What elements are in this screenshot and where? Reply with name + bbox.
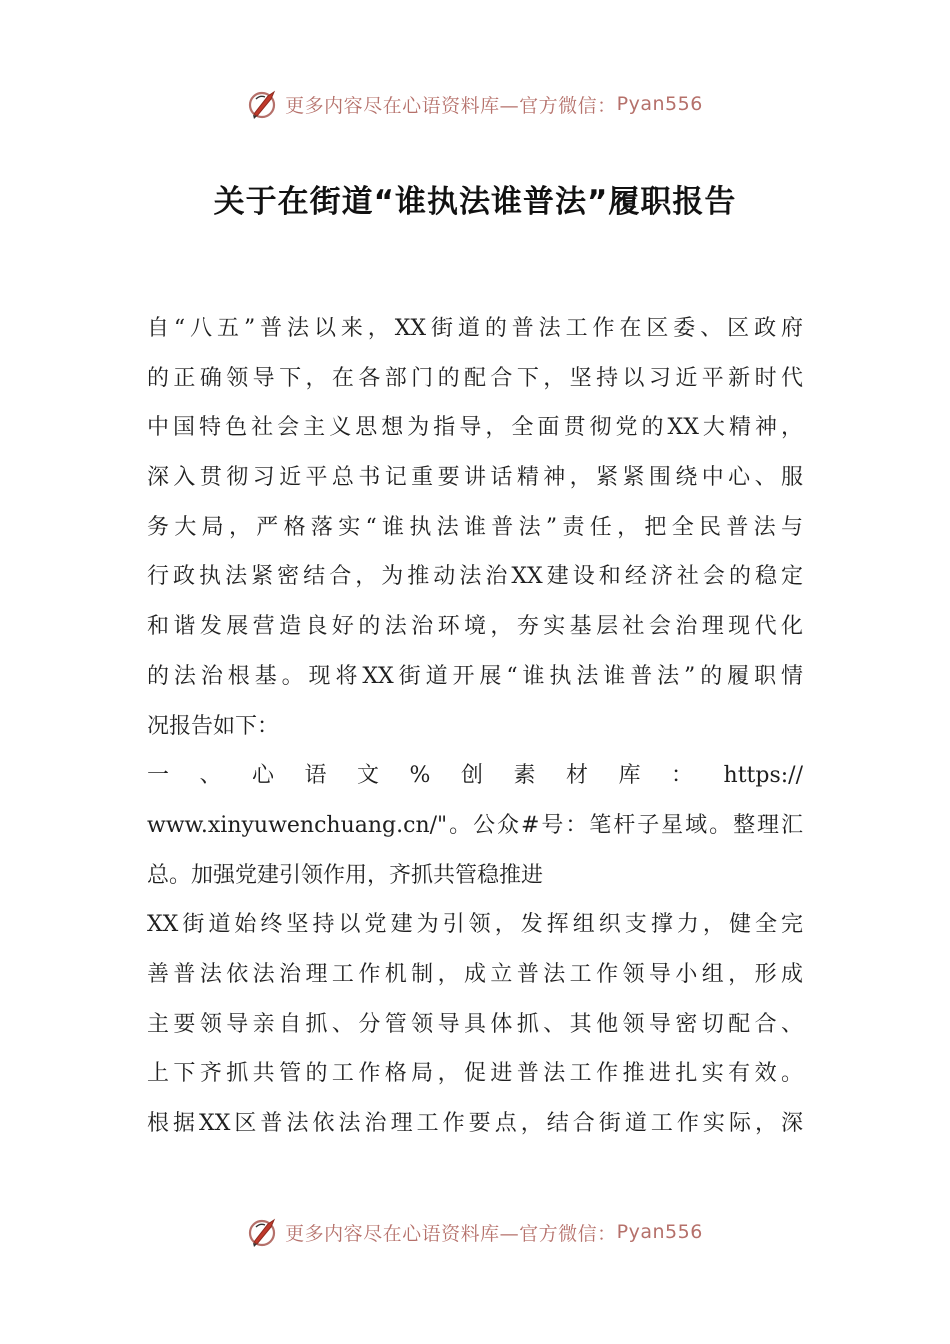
- paragraph-line: 上下齐抓共管的工作格局，促进普法工作推进扎实有效。: [147, 1061, 803, 1087]
- paragraph-line: 善普法依法治理工作机制，成立普法工作领导小组，形成: [147, 961, 803, 987]
- paragraph-line: 和谐发展营造良好的法治环境，夯实基层社会治理现代化: [147, 614, 803, 640]
- section-heading-line: 总。加强党建引领作用，齐抓共管稳推进: [147, 862, 544, 888]
- footer-banner: [0, 1212, 950, 1252]
- banner-text: 更多内容尽在心语资料库—官方微信：: [285, 94, 617, 117]
- pen-nib-logo-icon: [247, 1215, 281, 1249]
- paragraph-line: 中国特色社会主义思想为指导，全面贯彻党的XX大精神，: [147, 415, 803, 441]
- paragraph-line: 况报告如下：: [147, 713, 280, 739]
- paragraph-line: XX街道始终坚持以党建为引领，发挥组织支撑力，健全完: [147, 912, 803, 938]
- paragraph-line: 自“八五”普法以来，XX街道的普法工作在区委、区政府: [147, 316, 803, 341]
- paragraph-line: 深入贯彻习近平总书记重要讲话精神，紧紧围绕中心、服: [147, 465, 803, 491]
- document-title: 关于在街道“谁执法谁普法”履职报告: [213, 184, 737, 220]
- header-banner: [0, 84, 950, 124]
- document-body: [147, 304, 803, 1149]
- paragraph-line: 的正确领导下，在各部门的配合下，坚持以习近平新时代: [147, 365, 803, 391]
- banner-text: 更多内容尽在心语资料库—官方微信：: [285, 1222, 617, 1245]
- paragraph-line: 的法治根基。现将XX街道开展“谁执法谁普法”的履职情: [147, 663, 803, 689]
- paragraph-line: 根据XX区普法依法治理工作要点，结合街道工作实际，深: [147, 1111, 803, 1136]
- paragraph-line: www.xinyuwenchuang.cn/"。公众#号：笔杆子星域。整理汇: [147, 812, 803, 838]
- section-heading-line: 一、心语文%创素材库：https://: [147, 763, 803, 789]
- paragraph-line: 主要领导亲自抓、分管领导具体抓、其他领导密切配合、: [147, 1011, 803, 1037]
- paragraph-line: 务大局，严格落实“谁执法谁普法”责任，把全民普法与: [147, 514, 803, 540]
- banner-wechat-id: Pyan556: [616, 1221, 703, 1243]
- paragraph-line: 行政执法紧密结合，为推动法治XX建设和经济社会的稳定: [147, 564, 803, 590]
- pen-nib-logo-icon: [247, 87, 281, 121]
- banner-wechat-id: Pyan556: [616, 93, 703, 115]
